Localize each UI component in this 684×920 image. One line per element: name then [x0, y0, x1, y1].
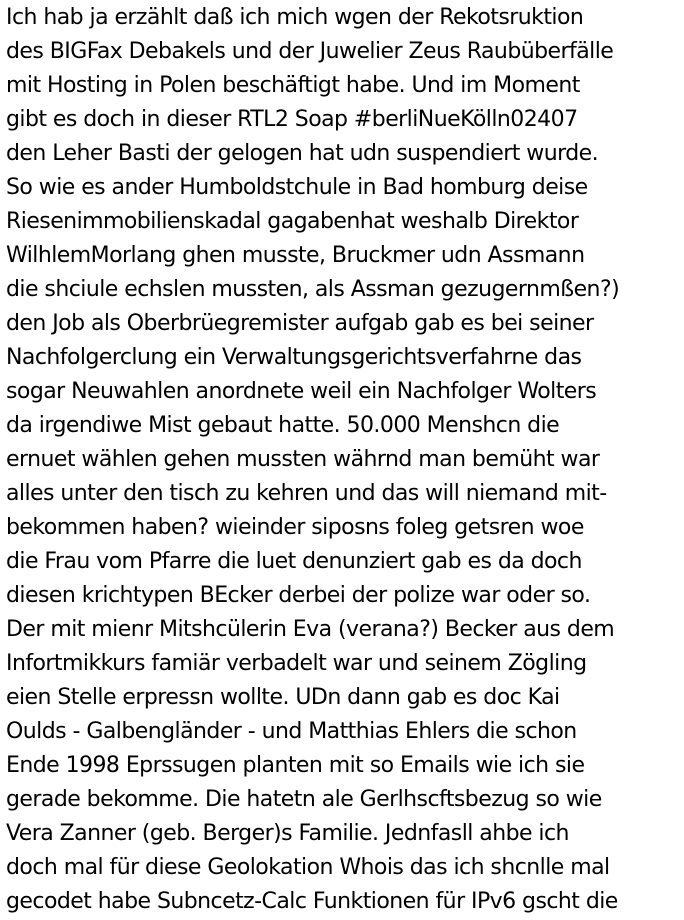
text-line: Nachfolgerclung ein Verwaltungsgerichtsverfahrne das [6, 345, 582, 370]
text-line: doch mal für diese Geolokation Whois das ich shcnlle mal [6, 855, 610, 880]
text-line: Ende 1998 Eprssugen planten mit so Emails wie ich sie [6, 753, 585, 778]
text-line: ernuet wählen gehen mussten währnd man bemüht war [6, 447, 600, 472]
text-line: die Frau vom Pfarre die luet denunziert gab es da doch [6, 549, 582, 574]
text-line: gibt es doch in dieser RTL2 Soap #berliNueKölln02407 [6, 107, 578, 132]
text-line: Ich hab ja erzählt daß ich mich wgen der Rekotsruktion [6, 5, 584, 30]
text-line: Oulds - Galbengländer - und Matthias Ehlers die schon [6, 719, 577, 744]
text-line: So wie es ander Humboldstchule in Bad homburg deise [6, 175, 588, 200]
text-line: eien Stelle erpressn wollte. UDn dann gab es doc Kai [6, 685, 560, 710]
text-line: den Leher Basti der gelogen hat udn suspendiert wurde. [6, 141, 599, 166]
text-line: Vera Zanner (geb. Berger)s Familie. Jednfasll ahbe ich [6, 821, 569, 846]
text-line: gecodet habe Subncetz-Calc Funktionen für IPv6 gscht die [6, 889, 618, 914]
text-line: die shciule echslen mussten, als Assman gezugernmßen?) [6, 277, 620, 302]
text-line: Infortmikkurs famiär verbadelt war und seinem Zögling [6, 651, 587, 676]
text-line: da irgendiwe Mist gebaut hatte. 50.000 Menshcn die [6, 413, 560, 438]
text-line: WilhlemMorlang ghen musste, Bruckmer udn Assmann [6, 243, 585, 268]
text-line: diesen krichtypen BEcker derbei der polize war oder so. [6, 583, 591, 608]
text-line: alles unter den tisch zu kehren und das will niemand mit- [6, 481, 607, 506]
text-line: mit Hosting in Polen beschäftigt habe. Und im Moment [6, 73, 580, 98]
text-line: Der mit mienr Mitshcülerin Eva (verana?) Becker aus dem [6, 617, 615, 642]
text-line: sogar Neuwahlen anordnete weil ein Nachfolger Wolters [6, 379, 597, 404]
text-line: bekommen haben? wieinder siposns foleg getsren woe [6, 515, 584, 540]
document-text-block [6, 1, 682, 919]
text-line: den Job als Oberbrüegremister aufgab gab es bei seiner [6, 311, 594, 336]
text-line: Riesenimmobilienskadal gagabenhat weshalb Direktor [6, 209, 579, 234]
text-line: gerade bekomme. Die hatetn ale Gerlhscftsbezug so wie [6, 787, 602, 812]
text-line: des BIGFax Debakels und der Juwelier Zeus Raubüberfälle [6, 39, 614, 64]
